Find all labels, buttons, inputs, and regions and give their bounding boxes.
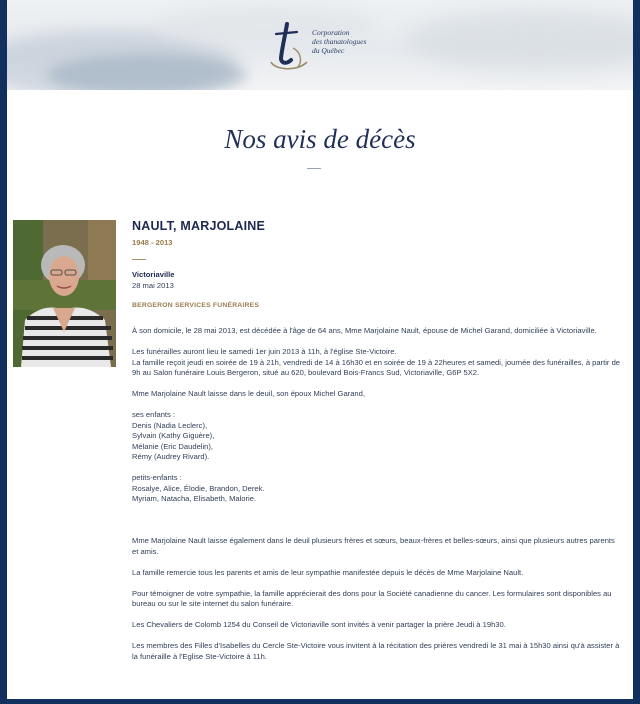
paragraph-knights: Les Chevaliers de Colomb 1254 du Conseil de Victoriaville sont invités à venir partager la prière Jeudi à 19h30. — [132, 620, 506, 629]
logo-text: Corporation des thanatologues du Québec — [312, 28, 367, 55]
children-heading: ses enfants : — [132, 410, 176, 419]
paragraph-mourners: Mme Marjolaine Nault laisse dans le deuil, son époux Michel Garand, — [132, 389, 365, 398]
paragraph-donations: Pour témoigner de votre sympathie, la famille apprécierait des dons pour la Société canadienne du cancer. Les formulaires sont disponibles au bureau ou sur le site internet du salon funéraire. — [132, 588, 612, 608]
child-item: Denis (Nadia Leclerc), — [132, 420, 208, 430]
header-banner — [7, 0, 633, 90]
funeral-home-link[interactable]: BERGERON SERVICES FUNÉRAIRES — [132, 301, 260, 309]
grandchildren-line: Myriam, Natacha, Elisabeth, Malorie. — [132, 494, 257, 503]
title-divider — [307, 168, 321, 169]
obituary-content — [132, 219, 622, 662]
grandchildren-heading: petits-enfants : — [132, 473, 182, 482]
child-item: Rémy (Audrey Rivard). — [132, 452, 210, 461]
paragraph-funeral-date: Les funérailles auront lieu le samedi 1er juin 2013 à 11h, à l'église Ste-Victoire. — [132, 347, 397, 356]
deceased-photo — [13, 220, 116, 367]
logo[interactable] — [257, 18, 387, 78]
deceased-name: NAULT, MARJOLAINE — [132, 219, 266, 233]
logo-icon — [257, 18, 317, 74]
page-title: Nos avis de décès — [224, 124, 416, 154]
paragraph-visitation: La famille reçoit jeudi en soirée de 19 à 21h, vendredi de 14 à 16h30 et en soirée de 19 à 22heures et samedi, journée des funérailles, à partir de 9h au Salon funéraire Louis Bergeron, situé au 620, boulevard Bois-Francs Sud, Victoriaville, G6P 5X2. — [132, 357, 621, 377]
page-frame — [7, 0, 633, 699]
paragraph-thanks: La famille remercie tous les parents et amis de leur sympathie manifestée depuis le décès de Mme Marjolaine Nault. — [132, 567, 524, 577]
child-item: Sylvain (Kathy Giguère), — [132, 431, 215, 440]
life-years: 1948 - 2013 — [132, 238, 173, 247]
name-divider — [132, 259, 146, 260]
paragraph-death: À son domicile, le 28 mai 2013, est décédée à l'âge de 64 ans, Mme Marjolaine Nault, épouse de Michel Garand, domiciliée à Victoriaville. — [132, 326, 597, 335]
paragraph-family: Mme Marjolaine Nault laisse également dans le deuil plusieurs frères et sœurs, beaux-frères et belles-sœurs, ainsi que plusieurs autres parents et amis. — [132, 536, 615, 556]
date-of-death: 28 mai 2013 — [132, 281, 174, 290]
grandchildren-line: Rosalye, Alice, Élodie, Brandon, Derek. — [132, 483, 265, 493]
city: Victoriaville — [132, 269, 175, 279]
paragraph-prayers: Les membres des Filles d'Isabelles du Cercle Ste-Victoire vous invitent à la récitation des prières vendredi le 31 mai à 15h30 ainsi qu'à assister à la funéraille à l'Eglise Ste-Victoire à 11h. — [132, 641, 620, 661]
child-item: Mélanie (Eric Daudelin), — [132, 441, 214, 451]
